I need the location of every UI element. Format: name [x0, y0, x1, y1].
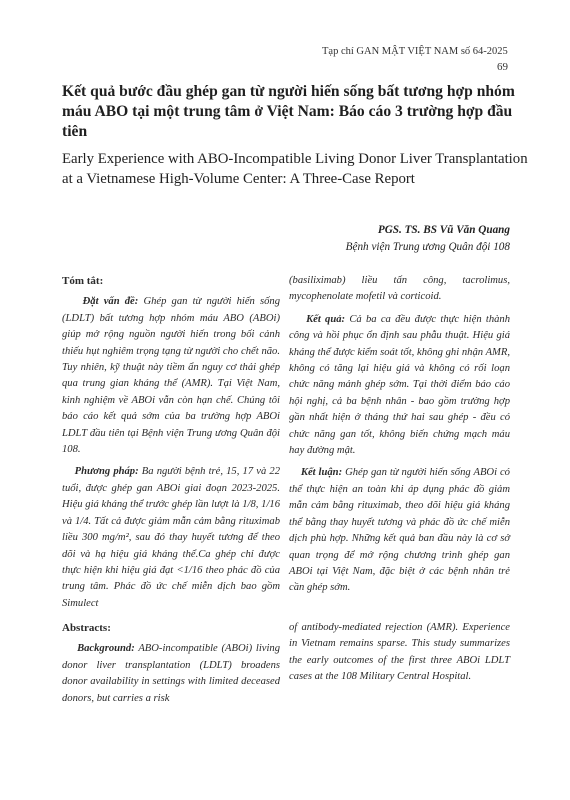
author-block: [346, 222, 510, 256]
abstract-en-left: [62, 620, 280, 713]
author-affiliation: Bệnh viện Trung ương Quân đội 108: [345, 241, 510, 253]
methods-vn-label: Phương pháp:: [74, 466, 139, 478]
right-column: [289, 273, 510, 603]
conclusion-vn-text: Ghép gan từ người hiến sống ABOi có thể thực hiện an toàn khi áp dụng phác đồ giảm mẫn cảm bằng rituximab, theo dõi hiệu giá kháng thể bằng thay huyết tương và phác đồ ức chế miễn dịch phù hợp. Những kết quả ban đầu này là cơ sở quan trọng để mở rộng chương trình ghép gan ABOi tại Việt Nam, đặc biệt ở các bệnh nhân trẻ cần ghép sớm.: [289, 467, 510, 594]
conclusion-vn-label: Kết luận:: [300, 467, 343, 479]
background-vn-text: Ghép gan từ người hiến sống (LDLT) bất tương hợp nhóm máu ABO (ABOi) giúp mở rộng nguồn người hiến trong bối cảnh thiếu hụt nghiêm trọng tạng từ người cho chết não. Tuy nhiên, kỹ thuật này tiềm ẩn nguy cơ thải ghép qua trung gian kháng thể (AMR). Tại Việt Nam, kinh nghiệm về ABOi vẫn còn hạn chế. Chúng tôi báo cáo kết quả sớm của ba trường hợp ABOi LDLT đầu tiên tại Bệnh viện Trung ương Quân đội 108.: [62, 296, 281, 456]
background-en-paragraph: [62, 641, 280, 707]
title-vietnamese: Kết quả bước đầu ghép gan từ người hiến sống bất tương hợp nhóm máu ABO tại một trung tâm ở Việt Nam: Báo cáo 3 trường hợp đầu tiên: [62, 83, 515, 140]
results-vn-text: Cả ba ca đều được thực hiện thành công và hồi phục ổn định sau phẫu thuật. Hiệu giá kháng thể được kiểm soát tốt, không ghi nhận AMR, không có tăng lại hiệu giá và không có rối loạn chức năng mảnh ghép sớm. Tại thời điểm báo cáo hội nghị, cả ba bệnh nhân - bao gồm trường hợp gần nhất hiện ở tháng thứ hai sau ghép - đều có chức năng gan tốt, không biến chứng mạch máu hay đường mật.: [289, 313, 511, 457]
abstract-en-heading: Abstracts:: [62, 622, 111, 634]
left-column: [62, 273, 280, 618]
methods-vn-paragraph: [62, 464, 280, 612]
conclusion-vn-paragraph: [289, 465, 510, 596]
methods-vn-text: Ba người bệnh trẻ, 15, 17 và 22 tuổi, được ghép gan ABOi giai đoạn 2023-2025. Hiệu giá kháng thể trước ghép lần lượt là 1/8, 1/16 và 1/4. Tất cả được giảm mẫn cảm bằng rituximab liều 300 mg/m², sau đó thay huyết tương để theo dõi và hạ hiệu giá kháng thể.Ca ghép chỉ được thực hiện khi hiệu giá đạt <1/16 theo phác đồ của trung tâm. Phác đồ ức chế miễn dịch bao gồm Simulect: [62, 466, 281, 609]
title-english: Early Experience with ABO-Incompatible Living Donor Liver Transplantation at a Vietnamese High-Volume Center: A Three-Case Report: [62, 151, 528, 187]
methods-vn-continued: (basiliximab) liều tấn công, tacrolimus, mycophenolate mofetil và corticoid.: [289, 275, 510, 303]
background-vn-label: Đặt vấn đề:: [82, 296, 139, 308]
results-vn-paragraph: [289, 312, 510, 460]
abstract-en-right: [289, 620, 510, 692]
background-en-label: Background:: [77, 643, 135, 655]
abstract-vn-heading: Tóm tắt:: [62, 275, 104, 287]
page-number: 69: [497, 61, 508, 73]
journal-header: Tạp chí GAN MẬT VIỆT NAM số 64-2025: [322, 46, 508, 57]
background-vn-paragraph: [62, 294, 280, 458]
background-en-continued: of antibody-mediated rejection (AMR). Experience in Vietnam remains sparse. This study summarizes the early outcomes of the first three ABOi LDLT cases at the 108 Military Central Hospital.: [289, 622, 510, 683]
background-en-text: ABO-incompatible (ABOi) living donor liver transplantation (LDLT) broadens donor availability in settings with limited deceased donors, but carries a risk: [62, 643, 281, 704]
results-vn-label: Kết quả:: [306, 313, 346, 325]
author-name: PGS. TS. BS Vũ Văn Quang: [377, 224, 510, 236]
